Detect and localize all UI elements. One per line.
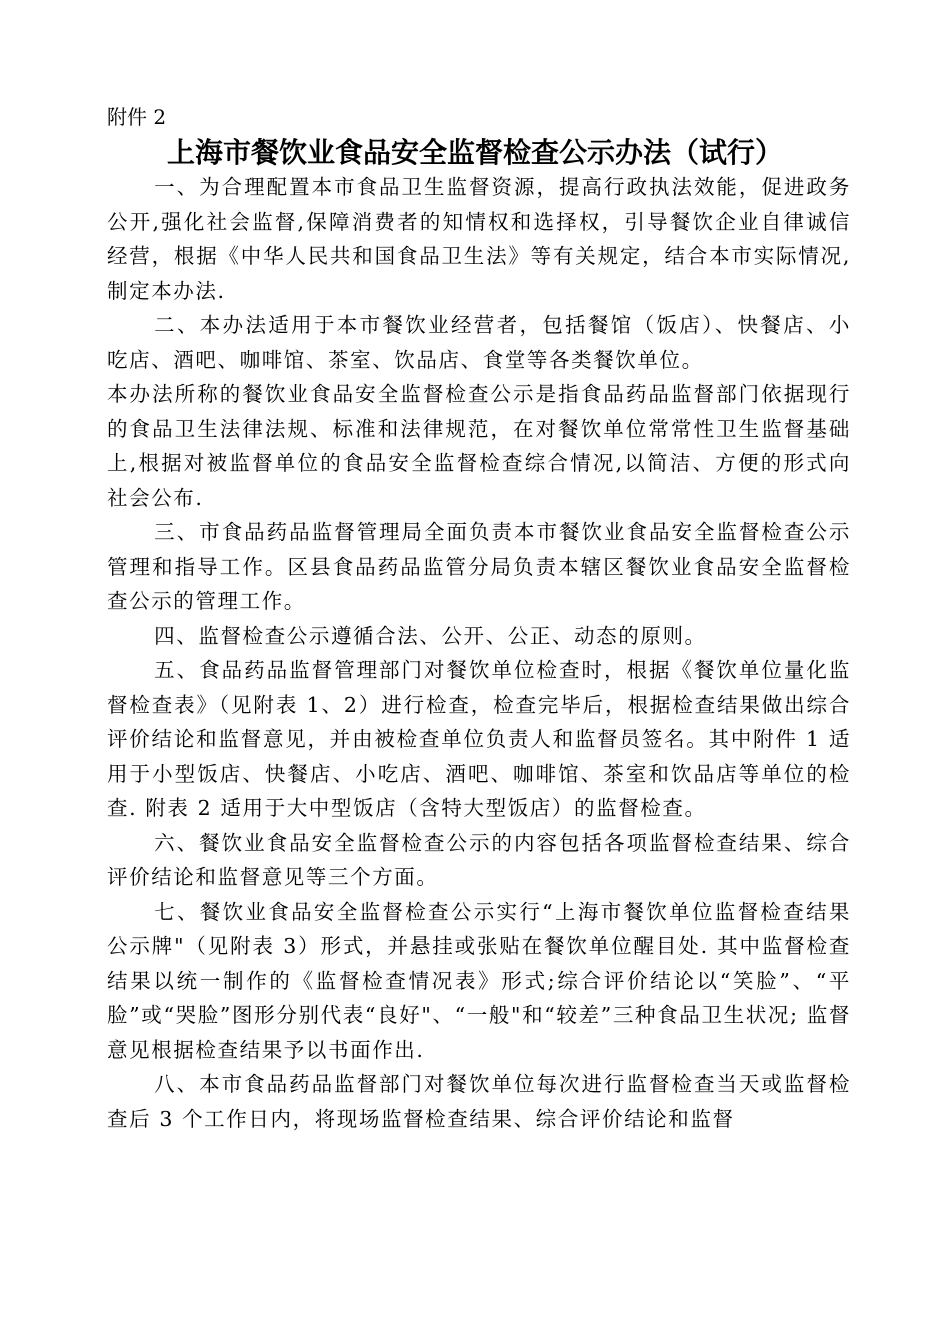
document-body xyxy=(107,170,851,1136)
document-title: 上海市餐饮业食品安全监督检查公示办法（试行） xyxy=(166,136,783,169)
paragraph-7: 六、餐饮业食品安全监督检查公示的内容包括各项监督检查结果、综合评价结论和监督意见等三个方面。 xyxy=(107,830,851,889)
attachment-label: 附件 2 xyxy=(107,105,167,129)
paragraph-4: 三、市食品药品监督管理局全面负责本市餐饮业食品安全监督检查公示管理和指导工作。区县食品药品监管分局负责本辖区餐饮业食品安全监督检查公示的管理工作。 xyxy=(107,520,851,613)
paragraph-6: 五、食品药品监督管理部门对餐饮单位检查时，根据《餐饮单位量化监督检查表》（见附表 1、2）进行检查，检查完毕后，根据检查结果做出综合评价结论和监督意见，并由被检查单位负责人和监督员签名。其中附件 1 适用于小型饭店、快餐店、小吃店、酒吧、咖啡馆、茶室和饮品店等单位的检查. 附表 2 适用于大中型饭店（含特大型饭店）的监督检查。 xyxy=(107,658,851,820)
paragraph-2: 二、本办法适用于本市餐饮业经营者，包括餐馆（饭店）、快餐店、小吃店、酒吧、咖啡馆、茶室、饮品店、食堂等各类餐饮单位。 xyxy=(107,313,851,372)
paragraph-9: 八、本市食品药品监督部门对餐饮单位每次进行监督检查当天或监督检查后 3 个工作日内，将现场监督检查结果、综合评价结论和监督 xyxy=(107,1072,851,1131)
paragraph-1: 一、为合理配置本市食品卫生监督资源，提高行政执法效能，促进政务公开,强化社会监督,保障消费者的知情权和选择权，引导餐饮企业自律诚信经营，根据《中华人民共和国食品卫生法》等有关规定，结合本市实际情况,制定本办法. xyxy=(107,175,851,303)
paragraph-3: 本办法所称的餐饮业食品安全监督检查公示是指食品药品监督部门依据现行的食品卫生法律法规、标准和法律规范，在对餐饮单位常常性卫生监督基础上,根据对被监督单位的食品安全监督检查综合情况,以简洁、方便的形式向社会公布. xyxy=(107,382,851,510)
paragraph-5: 四、监督检查公示遵循合法、公开、公正、动态的原则。 xyxy=(154,623,707,648)
paragraph-8: 七、餐饮业食品安全监督检查公示实行“上海市餐饮单位监督检查结果公示牌"（见附表 3）形式，并悬挂或张贴在餐饮单位醒目处. 其中监督检查结果以统一制作的《监督检查情况表》形式;综合评价结论以“笑脸”、“平脸”或“哭脸”图形分别代表“良好"、“一般"和“较差”三种食品卫生状况; 监督意见根据检查结果予以书面作出. xyxy=(107,899,851,1062)
